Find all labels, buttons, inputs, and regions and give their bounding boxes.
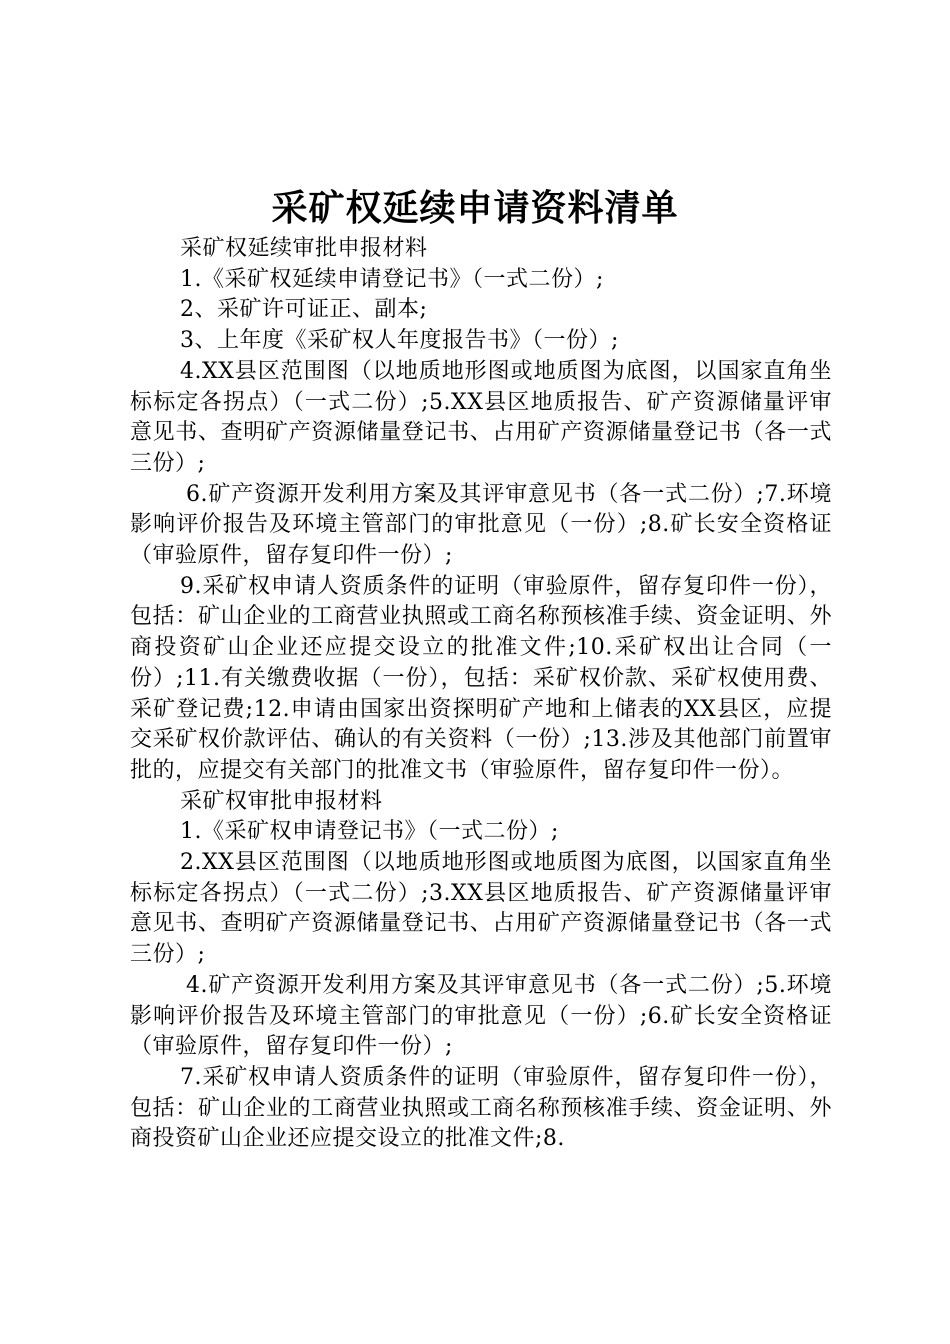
section-heading-renewal: 采矿权延续审批申报材料 [180,236,428,261]
list-item: 2、采矿许可证正、副本; [180,297,428,323]
list-item: 4.XX县区范围图（以地质地形图或地质图为底图，以国家直角坐标标定各拐点）（一式二份）;5.XX县区地质报告、矿产资源储量评审意见书、查明矿产资源储量登记书、占用矿产资源储量登记书（各一式三份）; [130,358,832,476]
document-body [130,234,832,1155]
section-heading-approval: 采矿权审批申报材料 [180,788,383,814]
list-item: 7.采矿权申请人资质条件的证明（审验原件，留存复印件一份），包括：矿山企业的工商营业执照或工商名称预核准手续、资金证明、外商投资矿山企业还应提交设立的批准文件;8. [130,1064,832,1152]
list-item: 4.矿产资源开发利用方案及其评审意见书（各一式二份）;5.环境影响评价报告及环境主管部门的审批意见（一份）;6.矿长安全资格证（审验原件，留存复印件一份）; [130,972,832,1060]
document-title: 采矿权延续申请资料清单 [271,187,679,229]
list-item: 9.采矿权申请人资质条件的证明（审验原件，留存复印件一份），包括：矿山企业的工商营业执照或工商名称预核准手续、资金证明、外商投资矿山企业还应提交设立的批准文件;10.采矿权出让合同（一份）;11.有关缴费收据（一份），包括：采矿权价款、采矿权使用费、采矿登记费;12.申请由国家出资探明矿产地和上储表的XX县区，应提交采矿权价款评估、确认的有关资料（一份）;13.涉及其他部门前置审批的，应提交有关部门的批准文书（审验原件，留存复印件一份）。 [130,573,832,783]
list-item: 1.《采矿权延续申请登记书》（一式二份）; [180,266,604,292]
list-item: 1.《采矿权申请登记书》（一式二份）; [180,819,559,845]
list-item: 6.矿产资源开发利用方案及其评审意见书（各一式二份）;7.环境影响评价报告及环境主管部门的审批意见（一份）;8.矿长安全资格证（审验原件，留存复印件一份）; [130,481,832,569]
list-item: 2.XX县区范围图（以地质地形图或地质图为底图，以国家直角坐标标定各拐点）（一式二份）;3.XX县区地质报告、矿产资源储量评审意见书、查明矿产资源储量登记书、占用矿产资源储量登记书（各一式三份）; [130,850,832,968]
list-item: 3、上年度《采矿权人年度报告书》（一份）; [180,328,619,354]
